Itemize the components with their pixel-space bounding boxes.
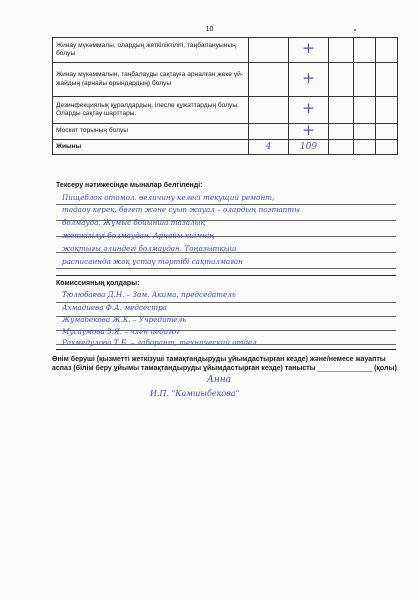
finding-line: жоқтығы әлиндегі болмаудан. Тоңазытқыш <box>62 244 237 253</box>
signature-blank: ______________ <box>317 365 373 372</box>
criterion-text: Жинау мүкәммалын, таңбалауды сақтауға арналған жеке үй-жайдың (арнайы орындардың) болуы <box>53 63 249 97</box>
signature-caption: (қолы) <box>374 365 397 372</box>
criterion-text: Москит торының болуы <box>53 124 249 140</box>
findings-label: Тексеру нәтижесінде мыналар белгіленді: <box>56 182 203 189</box>
checklist-total-row <box>53 140 398 155</box>
checklist-table <box>52 37 398 155</box>
page-number: 10 <box>205 26 214 33</box>
plus-mark: + <box>302 68 315 87</box>
commission-member: Тюлюбаева Д.Н. – Зам. Акима, председатель <box>62 290 236 299</box>
checklist-row <box>53 63 398 97</box>
criterion-text: Жинау мүкәммалы, олардың жеткіліктілігі, таңбалануының болуы <box>53 38 249 63</box>
finding-line: жеткізілуі болмаудан. Арнайы киімнің <box>62 231 215 240</box>
acknowledgement-signature: Анна <box>207 375 232 385</box>
plus-mark: + <box>302 39 315 58</box>
checklist-row <box>53 38 398 63</box>
plus-mark: + <box>302 120 315 139</box>
handwritten-name: И.П. "Камшыбекова" <box>150 389 240 398</box>
checklist-row <box>53 124 398 140</box>
finding-line: тадаоу керек, бөгет және суып жауал – олардың поэтапты <box>62 205 300 214</box>
plus-mark: + <box>302 99 315 118</box>
commission-member: Мусаумова З.Я. – член педагог <box>62 327 180 336</box>
commission-member: Жумабекова Ж.К. – Учредитель <box>62 315 187 324</box>
acknowledgement-text: Өнім беруші (қызметті жеткізуші тамақтандыруды ұйымдастырған кезде) және/немесе жауапты аспаз (білім беру ұйымы тамақтандыруды ұйымдастырған кезде) танысты <box>52 356 386 372</box>
total-value-a: 4 <box>249 140 289 155</box>
total-label: Жиыны <box>53 140 249 155</box>
finding-line: болмауда. Жұмыс бойынша тазалық <box>62 218 205 227</box>
commission-member: Ахмадиева Ф.А. медсестра <box>62 303 167 312</box>
commission-label: Комиссияның қолдары: <box>56 280 140 287</box>
finding-line: Пищеблок отомол. величину келесі текущий ремонт, <box>62 193 275 202</box>
corner-dot <box>354 29 356 31</box>
commission-member: Рахмедулова Т.Б. – лаборант, технический отдел <box>62 338 257 347</box>
criterion-text: Дезинфекциялық құралдардың, ілесле құжаттардың болуы. Оларды сақтау шарттары. <box>53 97 249 124</box>
finding-line: расписаннда жоқ ұстау тәртібі сақталмаған <box>62 257 243 266</box>
total-value-b: 109 <box>289 140 329 155</box>
acknowledgement-paragraph <box>52 355 397 373</box>
checklist-row <box>53 97 398 124</box>
